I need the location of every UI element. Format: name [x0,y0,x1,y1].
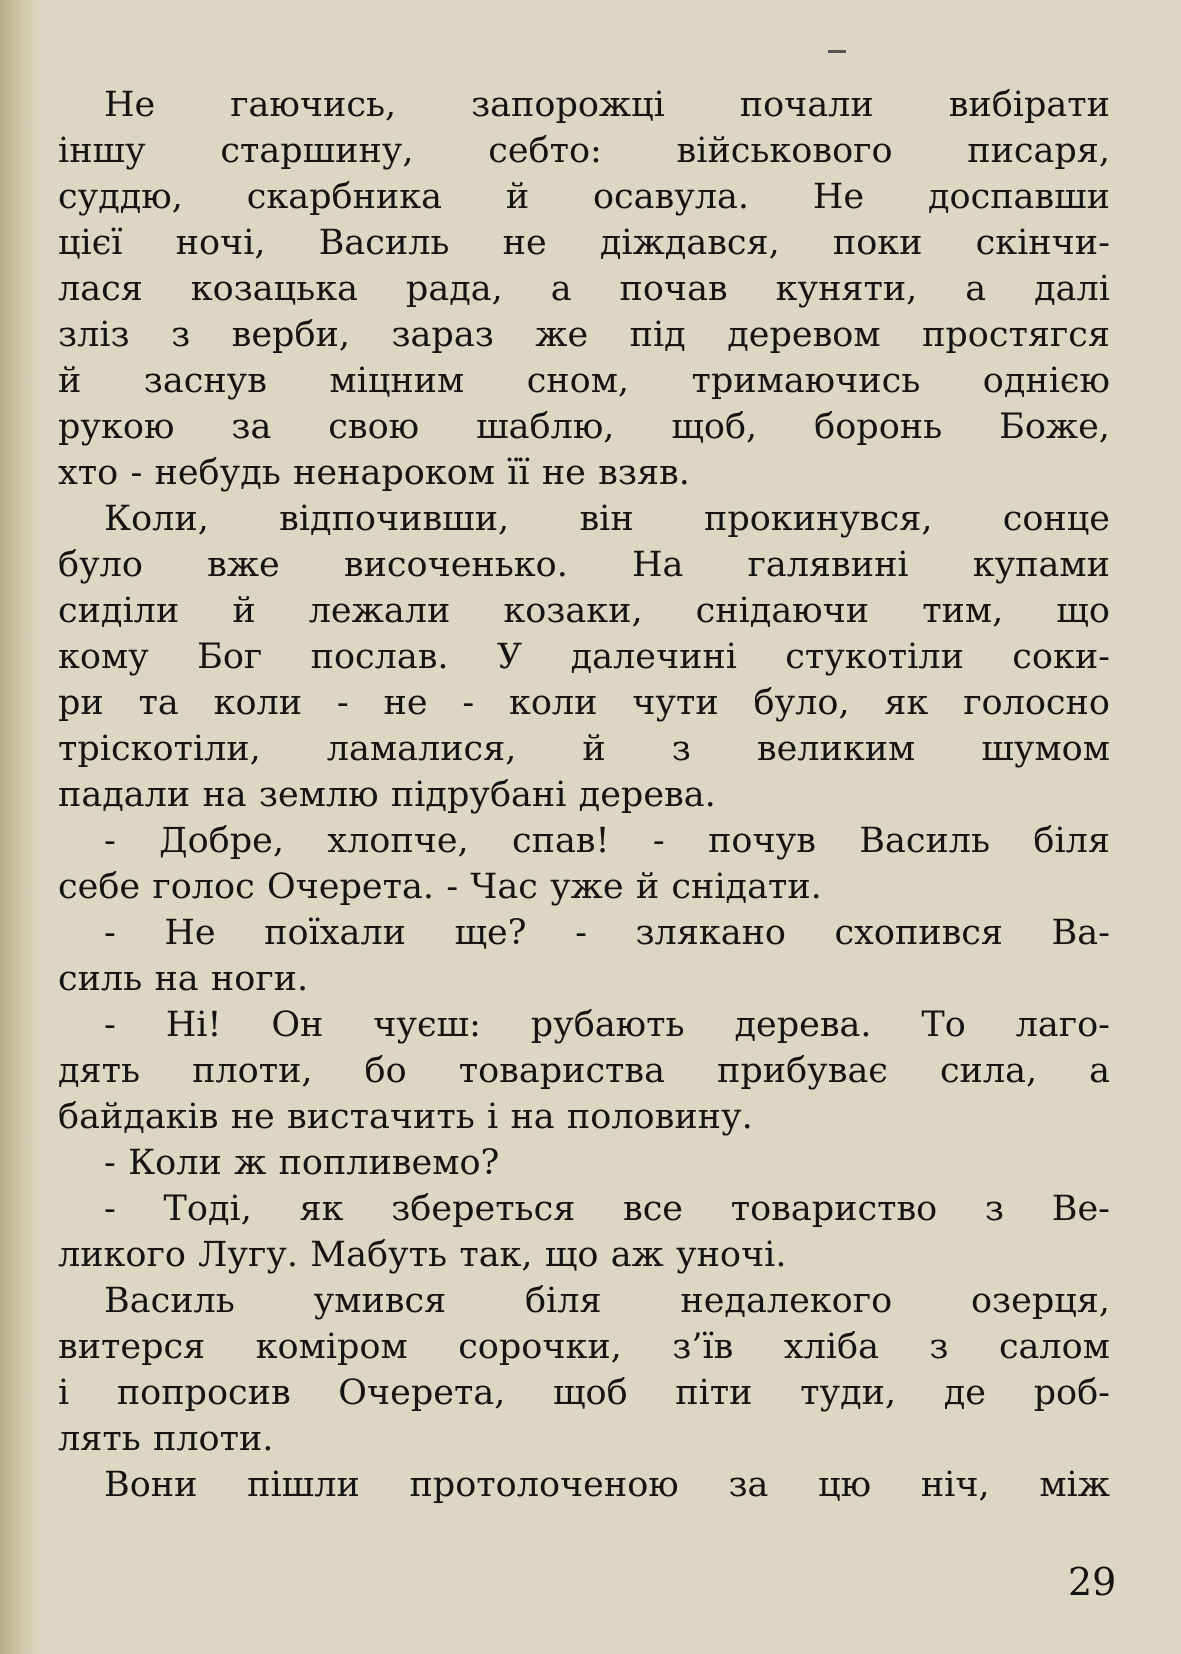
word: на [510,1097,555,1137]
word: голосно [963,683,1110,723]
word: - [104,913,116,953]
word: То [921,1005,966,1045]
word: верби, [231,315,350,355]
word: гаючись, [230,85,397,125]
text-line [58,1002,1110,1048]
word: і [58,1373,70,1413]
text-line [58,128,1110,174]
word: суддю, [58,177,183,217]
word: так, [459,1235,533,1275]
word: ноги. [210,959,309,999]
word: спав! [512,821,610,861]
word: на [154,959,199,999]
word: коли [213,683,303,723]
word: Он [271,1005,324,1045]
word: скарбника [246,177,442,217]
word: запорожці [471,85,665,125]
word: сиділи [58,591,180,631]
word: дерева. [578,775,716,815]
word: писаря, [967,131,1110,171]
word: силь [58,959,143,999]
word: великим [756,729,916,769]
text-line [58,818,1110,864]
text-line [58,1186,1110,1232]
word: ри [58,683,104,723]
word: недалекого [680,1281,893,1321]
word: він [579,499,634,539]
word: хто [58,453,119,493]
word: височенько. [343,545,568,585]
text-line [58,1048,1110,1094]
word: а [550,269,572,309]
word: почув [708,821,816,861]
word: між [1039,1465,1110,1505]
word: хліба [783,1327,879,1367]
text-line [58,588,1110,634]
word: куняти, [775,269,918,309]
word: шумом [981,729,1110,769]
word: тріскотіли, [58,729,261,769]
word: салом [998,1327,1110,1367]
text-line [58,680,1110,726]
word: козаки, [503,591,643,631]
word: Не [812,177,865,217]
word: вистачить [287,1097,475,1137]
word: уже [550,867,624,907]
word: Лугу. [198,1235,299,1275]
word: як [299,1189,344,1229]
word: чути [632,683,719,723]
word: зліз [58,315,130,355]
word: з [929,1327,949,1367]
word: Добре, [159,821,284,861]
word: під [629,315,686,355]
word: не [541,453,586,493]
text-line [58,956,1110,1002]
word: щоб, [671,407,758,447]
word: за [728,1465,769,1505]
word: далечині [570,637,737,677]
word: лася [58,269,143,309]
word: як [884,683,929,723]
word: вибірати [948,85,1110,125]
word: чуєш: [373,1005,481,1045]
word: старшину, [220,131,414,171]
word: рада, [405,269,503,309]
word: з’їв [672,1327,734,1367]
word: та [138,683,179,723]
word: Василь [104,1281,235,1321]
word: біля [1033,821,1110,861]
word: плоти, [192,1051,313,1091]
word: Бог [197,637,263,677]
word: зараз [391,315,494,355]
word: Вони [104,1465,198,1505]
word: почали [739,85,874,125]
word: себто: [488,131,602,171]
word: прокинувся, [704,499,933,539]
text-line [58,82,1110,128]
word: однією [982,361,1110,401]
word: Василь [318,223,450,263]
word: дерева. [734,1005,872,1045]
word: голос [152,867,255,907]
word: й [505,177,530,217]
word: почав [619,269,728,309]
word: на [202,775,247,815]
text-line [58,496,1110,542]
word: На [632,545,684,585]
word: лять [58,1419,141,1459]
word: що [1056,591,1110,631]
word: же [535,315,589,355]
text-line [58,634,1110,680]
word: соки- [1012,637,1110,677]
word: не [502,223,547,263]
word: збереться [391,1189,576,1229]
text-line [58,1278,1110,1324]
word: цю [818,1465,872,1505]
word: - [462,683,475,723]
word: Не [164,913,216,953]
word: послав. [310,637,449,677]
word: і [487,1097,499,1137]
text-line [58,910,1110,956]
word: Коли [128,1143,222,1183]
word: сонце [1002,499,1110,539]
word: заснув [143,361,267,401]
text-line [58,1416,1110,1462]
word: - [336,683,349,723]
word: Мабуть [310,1235,448,1275]
word: Час [470,867,538,907]
gutter-shadow [0,0,38,1654]
word: Боже, [999,407,1110,447]
word: озерця, [970,1281,1110,1321]
word: попросив [116,1373,291,1413]
word: кому [58,637,149,677]
text-line [58,1462,1110,1508]
word: доспавши [928,177,1110,217]
word: Ва- [1051,913,1110,953]
word: стукотіли [785,637,964,677]
word: прибуває [717,1051,888,1091]
word: бо [364,1051,407,1091]
word: ще? [454,913,527,953]
word: й [582,729,606,769]
word: - [446,867,459,907]
word: - [130,453,143,493]
word: землю [258,775,379,815]
word: військового [676,131,893,171]
word: коли [508,683,598,723]
text-line [58,1370,1110,1416]
word: лежали [308,591,451,631]
word: себе [58,867,141,907]
word: а [1089,1051,1110,1091]
word: пішли [247,1465,360,1505]
word: Очерета. [266,867,434,907]
word: галявині [747,545,909,585]
word: було [58,545,143,585]
word: іншу [58,131,146,171]
word: піти [675,1373,753,1413]
word: її [507,453,530,493]
word: Тоді, [163,1189,252,1229]
word: сном, [526,361,630,401]
text-line [58,864,1110,910]
word: взяв. [598,453,690,493]
word: коміром [255,1327,408,1367]
word: ночі, [175,223,266,263]
word: ж [234,1143,267,1183]
word: рукою [58,407,175,447]
word: сорочки, [458,1327,622,1367]
word: снідаючи [695,591,870,631]
word: роб- [1033,1373,1110,1413]
word: Коли, [104,499,209,539]
word: підрубані [390,775,567,815]
word: вже [207,545,280,585]
word: свою [328,407,420,447]
word: рубають [530,1005,685,1045]
text-line [58,726,1110,772]
word: схопився [834,913,1003,953]
word: шаблю, [476,407,615,447]
word: щоб [552,1373,628,1413]
word: боронь [814,407,943,447]
word: й [635,867,660,907]
word: Ве- [1051,1189,1110,1229]
word: діждався, [599,223,780,263]
word: а [965,269,987,309]
word: де [943,1373,986,1413]
text-line [58,174,1110,220]
word: - [575,913,587,953]
text-line [58,450,1110,496]
word: товариство [730,1189,938,1229]
text-line [58,1140,1110,1186]
body-text [58,82,1110,1508]
text-line [58,312,1110,358]
print-mark [828,50,846,53]
word: поки [832,223,923,263]
word: - [104,1143,116,1183]
word: осавула. [592,177,750,217]
text-line [58,1324,1110,1370]
word: дять [58,1051,141,1091]
word: - [104,1005,116,1045]
word: У [496,637,523,677]
word: - [652,821,665,861]
word: тим, [922,591,1004,631]
text-line [58,1232,1110,1278]
word: Ні! [165,1005,222,1045]
word: туди, [800,1373,897,1413]
word: байдаків [58,1097,219,1137]
word: плоти. [152,1419,274,1459]
word: витерся [58,1327,206,1367]
word: Не [104,85,156,125]
word: ламалися, [326,729,517,769]
word: небудь [154,453,281,493]
word: хлопче, [327,821,469,861]
word: цієї [58,223,123,263]
word: лаго- [1015,1005,1110,1045]
word: не [383,683,428,723]
text-line [58,772,1110,818]
word: купами [972,545,1110,585]
word: міцним [329,361,465,401]
word: сила, [939,1051,1038,1091]
word: деревом [727,315,881,355]
word: злякано [635,913,786,953]
word: Очерета, [338,1373,506,1413]
word: біля [524,1281,602,1321]
text-line [58,1094,1110,1140]
word: - [104,1189,116,1229]
word: ніч, [920,1465,990,1505]
text-line [58,266,1110,312]
word: поїхали [264,913,406,953]
word: аж [610,1235,664,1275]
text-line [58,404,1110,450]
word: попливемо? [278,1143,500,1183]
page-number: 29 [1068,1560,1117,1604]
word: ликого [58,1235,186,1275]
text-line [58,220,1110,266]
word: все [623,1189,684,1229]
word: умився [313,1281,447,1321]
word: скінчи- [975,223,1110,263]
word: з [171,315,191,355]
word: половину. [566,1097,753,1137]
word: було, [753,683,850,723]
word: тримаючись [691,361,921,401]
word: відпочивши, [279,499,510,539]
word: що [544,1235,599,1275]
word: снідати. [671,867,822,907]
word: й [58,361,82,401]
word: й [232,591,256,631]
word: простягся [922,315,1110,355]
word: Василь [859,821,991,861]
word: з [671,729,691,769]
word: не [230,1097,275,1137]
word: протолоченою [409,1465,679,1505]
text-line [58,358,1110,404]
word: ненароком [293,453,495,493]
word: козацька [190,269,358,309]
text-line [58,542,1110,588]
word: товариства [458,1051,665,1091]
word: - [104,821,116,861]
word: уночі. [676,1235,787,1275]
word: падали [58,775,191,815]
word: з [984,1189,1005,1229]
word: за [231,407,272,447]
word: далі [1034,269,1110,309]
